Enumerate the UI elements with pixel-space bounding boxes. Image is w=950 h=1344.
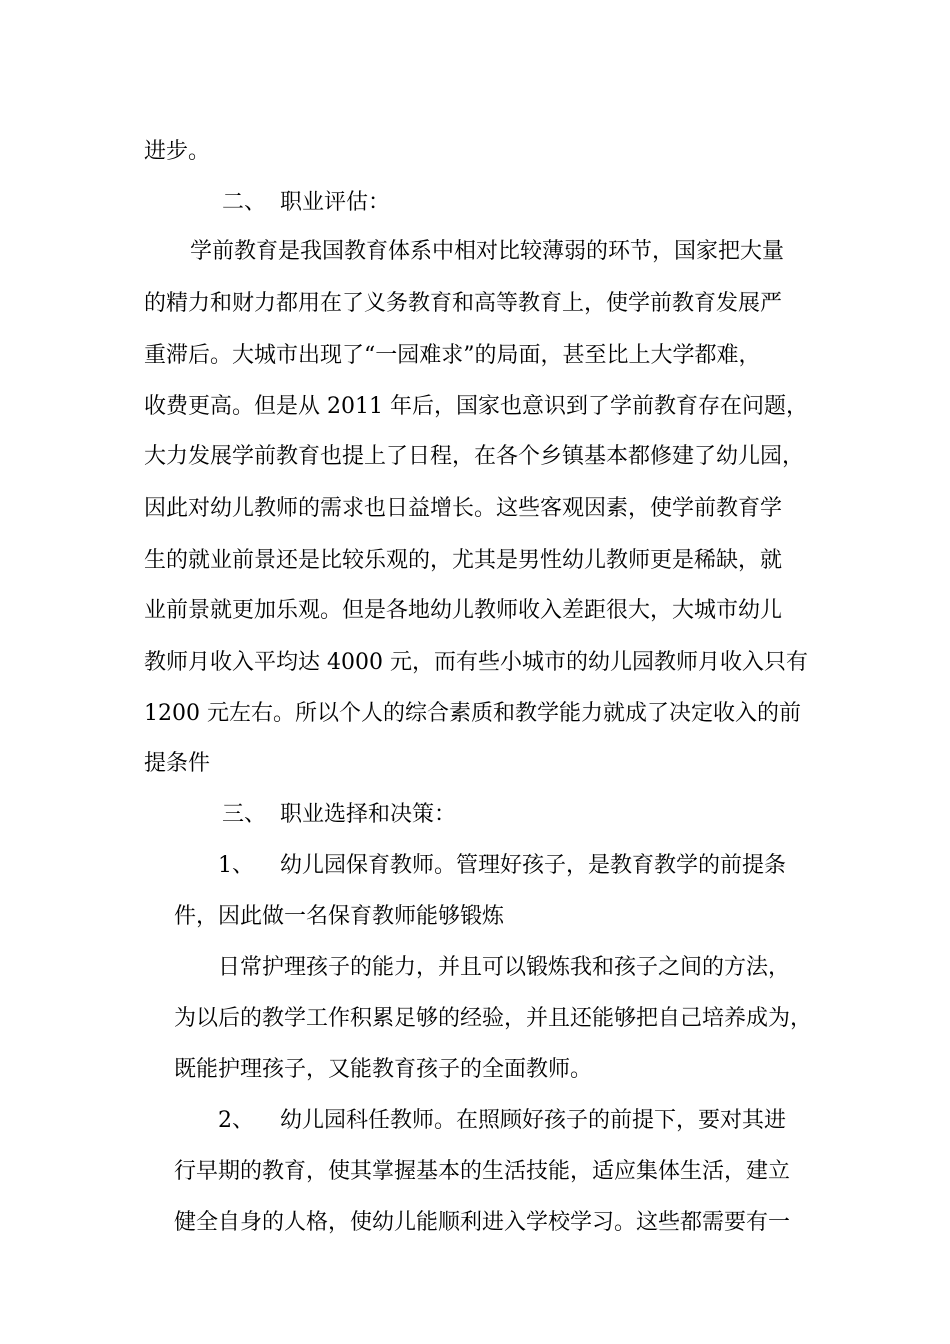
text-line: 因此对幼儿教师的需求也日益增长。这些客观因素，使学前教育学 (144, 496, 783, 521)
section-number: 三、 (222, 802, 267, 827)
text-line: 重滞后。大城市出现了“一园难求”的局面，甚至比上大学都难， (144, 343, 761, 368)
text-line: 健全自身的人格，使幼儿能顺利进入学校学习。这些都需要有一 (174, 1210, 791, 1235)
section-number: 二、 (222, 190, 267, 215)
text-line: 1200 元左右。所以个人的综合素质和教学能力就成了决定收入的前 (144, 701, 801, 726)
text-line: 日常护理孩子的能力，并且可以锻炼我和孩子之间的方法， (218, 955, 791, 980)
text-line: 生的就业前景还是比较乐观的，尤其是男性幼儿教师更是稀缺，就 (144, 548, 783, 573)
text-line (218, 851, 786, 881)
text-line: 为以后的教学工作积累足够的经验，并且还能够把自己培养成为， (174, 1006, 813, 1031)
section-title: 职业选择和决策： (280, 802, 457, 827)
item-text: 幼儿园科任教师。在照顾好孩子的前提下，要对其进 (280, 1108, 787, 1133)
text-line: 行早期的教育，使其掌握基本的生活技能，适应集体生活，建立 (174, 1159, 791, 1184)
text-line: 业前景就更加乐观。但是各地幼儿教师收入差距很大，大城市幼儿 (144, 598, 783, 623)
text-line: 件，因此做一名保育教师能够锻炼 (174, 904, 505, 929)
text-line: 学前教育是我国教育体系中相对比较薄弱的环节，国家把大量 (190, 239, 785, 264)
text-line: 大力发展学前教育也提上了日程，在各个乡镇基本都修建了幼儿园， (144, 444, 805, 469)
item-number: 2、 (218, 1108, 254, 1133)
item-number: 1、 (218, 853, 254, 878)
text-line (218, 1106, 786, 1136)
text-line: 提条件 (144, 751, 211, 776)
section-heading-evaluation (222, 188, 390, 218)
text-line: 收费更高。但是从 2011 年后，国家也意识到了学前教育存在问题， (144, 394, 808, 419)
section-heading-decision (222, 800, 456, 830)
text-line: 教师月收入平均达 4000 元，而有些小城市的幼儿园教师月收入只有 (144, 650, 808, 675)
text-line: 的精力和财力都用在了义务教育和高等教育上，使学前教育发展严 (144, 291, 783, 316)
item-text: 幼儿园保育教师。管理好孩子，是教育教学的前提条 (280, 853, 787, 878)
paragraph-fragment: 进步。 (144, 139, 211, 164)
text-line: 既能护理孩子，又能教育孩子的全面教师。 (174, 1057, 593, 1082)
section-title: 职业评估： (280, 190, 391, 215)
